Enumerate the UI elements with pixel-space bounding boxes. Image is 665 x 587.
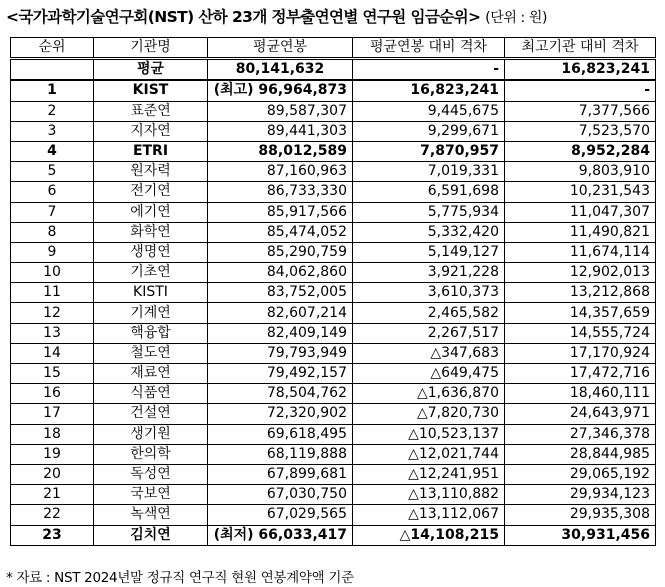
- rank-cell: 16: [11, 384, 94, 404]
- table-row: [11, 464, 656, 484]
- table-row: [11, 303, 656, 323]
- salary-cell: 67,899,681: [208, 464, 353, 484]
- gap-avg-cell: 7,870,957: [353, 141, 505, 161]
- rank-cell: 19: [11, 444, 94, 464]
- gap-avg-cell: △10,523,137: [353, 424, 505, 444]
- institution-cell: 철도연: [94, 343, 208, 363]
- salary-cell: 67,029,565: [208, 505, 353, 525]
- gap-avg-cell: 6,591,698: [353, 182, 505, 202]
- institution-cell: 생명연: [94, 242, 208, 262]
- table-row: [11, 101, 656, 121]
- rank-cell: 20: [11, 464, 94, 484]
- institution-cell: 전기연: [94, 182, 208, 202]
- institution-cell: 화학연: [94, 222, 208, 242]
- table-row: [11, 444, 656, 464]
- gap-top-cell: 11,674,114: [505, 242, 656, 262]
- gap-avg-cell: 2,267,517: [353, 323, 505, 343]
- salary-cell: 79,492,157: [208, 364, 353, 384]
- gap-top-cell: 29,065,192: [505, 464, 656, 484]
- rank-cell: 15: [11, 364, 94, 384]
- gap-avg-cell: 9,299,671: [353, 121, 505, 141]
- institution-cell: 건설연: [94, 404, 208, 424]
- gap-top-cell: 10,231,543: [505, 182, 656, 202]
- salary-cell: 83,752,005: [208, 283, 353, 303]
- table-row: [11, 80, 656, 101]
- salary-cell: 72,320,902: [208, 404, 353, 424]
- gap-top-cell: 28,844,985: [505, 444, 656, 464]
- unit-label: (단위 : 원): [485, 10, 548, 26]
- gap-avg-cell: △13,112,067: [353, 505, 505, 525]
- table-row: [11, 485, 656, 505]
- gap-top-cell: 11,490,821: [505, 222, 656, 242]
- institution-cell: 국보연: [94, 485, 208, 505]
- table-row: [11, 222, 656, 242]
- institution-cell: KIST: [94, 80, 208, 101]
- gap-top-cell: 8,952,284: [505, 141, 656, 161]
- gap-avg-cell: 3,610,373: [353, 283, 505, 303]
- gap-avg-cell: 16,823,241: [353, 80, 505, 101]
- table-row: [11, 121, 656, 141]
- title-text: <국가과학기술연구회(NST) 산하 23개 정부출연연별 연구원 임금순위>: [6, 8, 481, 26]
- salary-cell: 68,119,888: [208, 444, 353, 464]
- table-row: [11, 141, 656, 161]
- salary-cell: 85,917,566: [208, 202, 353, 222]
- average-salary: 80,141,632: [208, 59, 353, 81]
- institution-cell: 에기연: [94, 202, 208, 222]
- institution-cell: 식품연: [94, 384, 208, 404]
- salary-cell: 87,160,963: [208, 162, 353, 182]
- salary-cell: 89,587,307: [208, 101, 353, 121]
- table-row: [11, 202, 656, 222]
- gap-avg-cell: 2,465,582: [353, 303, 505, 323]
- average-row: [11, 59, 656, 81]
- gap-avg-cell: △12,241,951: [353, 464, 505, 484]
- rank-cell: 18: [11, 424, 94, 444]
- institution-cell: 표준연: [94, 101, 208, 121]
- institution-cell: 핵융합: [94, 323, 208, 343]
- rank-cell: 5: [11, 162, 94, 182]
- gap-top-cell: 18,460,111: [505, 384, 656, 404]
- salary-cell: 85,474,052: [208, 222, 353, 242]
- salary-cell: (최고) 96,964,873: [208, 80, 353, 101]
- rank-cell: 12: [11, 303, 94, 323]
- rank-cell: 8: [11, 222, 94, 242]
- table-row: [11, 242, 656, 262]
- institution-cell: 한의학: [94, 444, 208, 464]
- salary-cell: 88,012,589: [208, 141, 353, 161]
- salary-cell: 67,030,750: [208, 485, 353, 505]
- rank-cell: 7: [11, 202, 94, 222]
- rank-cell: 2: [11, 101, 94, 121]
- institution-cell: 기계연: [94, 303, 208, 323]
- rank-cell: 21: [11, 485, 94, 505]
- table-row: [11, 162, 656, 182]
- salary-ranking-table: [10, 37, 656, 546]
- header-gap-vs-average: 평균연봉 대비 격차: [353, 38, 505, 59]
- gap-avg-cell: △7,820,730: [353, 404, 505, 424]
- rank-cell: 10: [11, 263, 94, 283]
- table-row: [11, 263, 656, 283]
- table-row: [11, 404, 656, 424]
- table-row: [11, 384, 656, 404]
- gap-avg-cell: 3,921,228: [353, 263, 505, 283]
- average-label: 평균: [94, 59, 208, 81]
- salary-cell: 86,733,330: [208, 182, 353, 202]
- header-row: [11, 38, 656, 59]
- header-institution: 기관명: [94, 38, 208, 59]
- table-row: [11, 505, 656, 525]
- institution-cell: ETRI: [94, 141, 208, 161]
- rank-cell: 14: [11, 343, 94, 363]
- gap-top-cell: 30,931,456: [505, 525, 656, 545]
- gap-top-cell: 29,935,308: [505, 505, 656, 525]
- institution-cell: 녹색연: [94, 505, 208, 525]
- rank-cell: 1: [11, 80, 94, 101]
- gap-top-cell: 17,170,924: [505, 343, 656, 363]
- table-row: [11, 525, 656, 545]
- institution-cell: KISTI: [94, 283, 208, 303]
- table-row: [11, 424, 656, 444]
- gap-top-cell: 11,047,307: [505, 202, 656, 222]
- rank-cell: 17: [11, 404, 94, 424]
- rank-cell: 6: [11, 182, 94, 202]
- gap-top-cell: 24,643,971: [505, 404, 656, 424]
- institution-cell: 기초연: [94, 263, 208, 283]
- salary-cell: 82,409,149: [208, 323, 353, 343]
- table-row: [11, 283, 656, 303]
- header-gap-vs-top: 최고기관 대비 격차: [505, 38, 656, 59]
- institution-cell: 원자력: [94, 162, 208, 182]
- rank-cell: 23: [11, 525, 94, 545]
- gap-top-cell: 14,555,724: [505, 323, 656, 343]
- rank-cell: 9: [11, 242, 94, 262]
- gap-top-cell: -: [505, 80, 656, 101]
- gap-top-cell: 9,803,910: [505, 162, 656, 182]
- average-gap-avg: -: [353, 59, 505, 81]
- gap-top-cell: 14,357,659: [505, 303, 656, 323]
- gap-top-cell: 13,212,868: [505, 283, 656, 303]
- rank-cell: 4: [11, 141, 94, 161]
- gap-top-cell: 12,902,013: [505, 263, 656, 283]
- institution-cell: 독성연: [94, 464, 208, 484]
- rank-cell: 22: [11, 505, 94, 525]
- gap-avg-cell: △13,110,882: [353, 485, 505, 505]
- salary-cell: 69,618,495: [208, 424, 353, 444]
- table-row: [11, 364, 656, 384]
- gap-avg-cell: △347,683: [353, 343, 505, 363]
- table-row: [11, 323, 656, 343]
- header-average-salary: 평균연봉: [208, 38, 353, 59]
- salary-cell: 78,504,762: [208, 384, 353, 404]
- gap-avg-cell: △12,021,744: [353, 444, 505, 464]
- institution-cell: 지자연: [94, 121, 208, 141]
- rank-cell: 13: [11, 323, 94, 343]
- rank-cell: 11: [11, 283, 94, 303]
- gap-avg-cell: 9,445,675: [353, 101, 505, 121]
- gap-avg-cell: 7,019,331: [353, 162, 505, 182]
- institution-cell: 재료연: [94, 364, 208, 384]
- salary-cell: 79,793,949: [208, 343, 353, 363]
- gap-avg-cell: 5,149,127: [353, 242, 505, 262]
- header-rank: 순위: [11, 38, 94, 59]
- gap-avg-cell: 5,775,934: [353, 202, 505, 222]
- salary-cell: 84,062,860: [208, 263, 353, 283]
- gap-top-cell: 7,523,570: [505, 121, 656, 141]
- salary-cell: (최저) 66,033,417: [208, 525, 353, 545]
- gap-top-cell: 27,346,378: [505, 424, 656, 444]
- rank-cell: 3: [11, 121, 94, 141]
- gap-top-cell: 29,934,123: [505, 485, 656, 505]
- gap-avg-cell: △1,636,870: [353, 384, 505, 404]
- institution-cell: 생기원: [94, 424, 208, 444]
- average-gap-top: 16,823,241: [505, 59, 656, 81]
- page-title: [6, 5, 547, 27]
- gap-avg-cell: 5,332,420: [353, 222, 505, 242]
- source-note: * 자료 : NST 2024년말 정규직 연구직 현원 연봉계약액 기준: [6, 570, 354, 586]
- gap-top-cell: 17,472,716: [505, 364, 656, 384]
- table-row: [11, 343, 656, 363]
- salary-cell: 82,607,214: [208, 303, 353, 323]
- salary-cell: 85,290,759: [208, 242, 353, 262]
- average-rank-cell: [11, 59, 94, 81]
- salary-cell: 89,441,303: [208, 121, 353, 141]
- gap-avg-cell: △14,108,215: [353, 525, 505, 545]
- table-row: [11, 182, 656, 202]
- gap-top-cell: 7,377,566: [505, 101, 656, 121]
- institution-cell: 김치연: [94, 525, 208, 545]
- gap-avg-cell: △649,475: [353, 364, 505, 384]
